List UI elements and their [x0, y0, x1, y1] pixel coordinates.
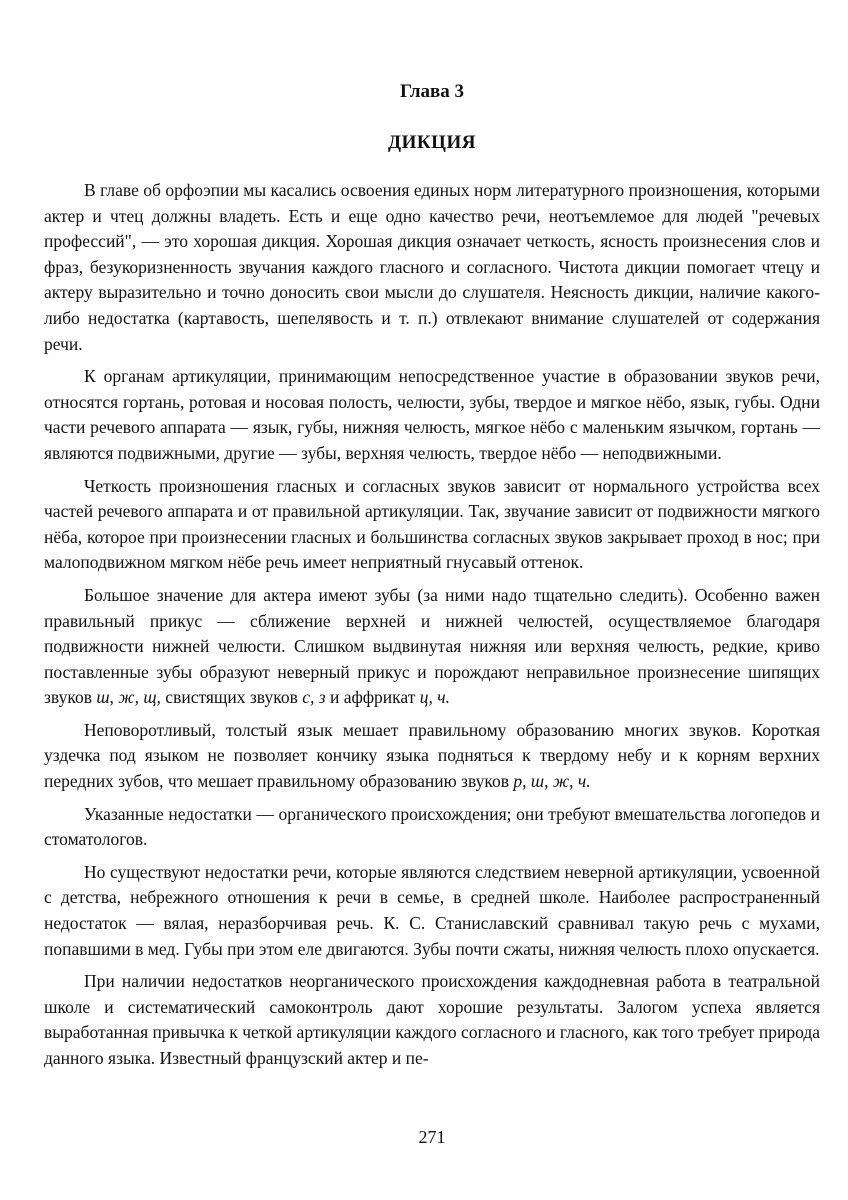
chapter-title: ДИКЦИЯ [388, 132, 476, 153]
paragraph-3: Четкость произношения гласных и согласных звуков зависит от нормального устройства всех частей речевого аппарата и от правильной артикуляции. Так, звучание зависит от подвижности мягкого нёба, которое при произнесении гласных и большинства согласных звуков закрывает проход в нос; при малоподвижном мягком нёбе речь имеет неприятный гнусавый оттенок. [44, 475, 820, 573]
paragraph-5-sounds: р, ш, ж, ч. [513, 771, 591, 792]
paragraph-6: Указанные недостатки — органического происхождения; они требуют вмешательства логопедов и стоматологов. [44, 803, 820, 850]
chapter-label: Глава 3 [399, 81, 465, 102]
paragraph-4-text-c: и аффрикат [325, 687, 420, 708]
paragraph-2: К органам артикуляции, принимающим непосредственное участие в образовании звуков речи, относятся гортань, ротовая и носовая полость, челюсти, зубы, твердое и мягкое нёбо, язык, губы. Одни части речевого аппарата — язык, губы, нижняя челюсть, мягкое нёбо с маленьким язычком, гортань — являются подвижными, другие — зубы, верхняя челюсть, твердое нёбо — неподвижными. [44, 366, 820, 463]
page-number: 271 [418, 1127, 446, 1147]
paragraph-4-whistling-sounds: с, з [302, 687, 326, 708]
paragraph-4-affricates: ц, ч. [419, 687, 450, 708]
paragraph-4-text-a: Большое значение для актера имеют зубы (за ними надо тщательно следить). Особенно важен правильный прикус — сближение верхней и нижней челюстей, осуществляемое благодаря подвижности нижней челюсти. Слишком выдвинутая нижняя или верхняя челюсть, редкие, криво поставленные зубы образуют неверный прикус и порождают неправильное произнесение шипящих звуков [44, 584, 820, 708]
chapter-body [44, 178, 820, 1079]
paragraph-5 [44, 718, 820, 795]
paragraph-4-hushing-sounds: ш, ж, щ, [96, 687, 161, 708]
paragraph-4-text-b: свистящих звуков [160, 687, 303, 708]
book-page [44, 0, 820, 1200]
paragraph-5-text-a: Неповоротливый, толстый язык мешает правильному образованию многих звуков. Короткая уздечка под языком не позволяет кончику языка подняться к твердому небу и к корням верхних передних зубов, что мешает правильному образованию звуков [44, 719, 820, 792]
paragraph-4 [44, 583, 820, 711]
paragraph-8: При наличии недостатков неорганического происхождения каждодневная работа в театральной школе и систематический самоконтроль дают хорошие результаты. Залогом успеха является выработанная привычка к четкой артикуляции каждого согласного и гласного, как того требует природа данного языка. Известный французский актер и пе- [44, 971, 820, 1068]
paragraph-1: В главе об орфоэпии мы касались освоения единых норм литературного произношения, которыми актер и чтец должны владеть. Есть и еще одно качество речи, неотъемлемое для людей "речевых профессий", — это хорошая дикция. Хорошая дикция означает четкость, ясность произнесения слов и фраз, безукоризненность звучания каждого гласного и согласного. Чистота дикции помогает чтецу и актеру выразительно и точно доносить свои мысли до слушателя. Неясность дикции, наличие какого-либо недостатка (картавость, шепелявость и т. п.) отвлекают внимание слушателей от содержания речи. [44, 180, 820, 354]
paragraph-7: Но существуют недостатки речи, которые являются следствием неверной артикуляции, усвоенной с детства, небрежного отношения к речи в семье, в средней школе. Наиболее распространенный недостаток — вялая, неразборчивая речь. К. С. Станиславский сравнивал такую речь с мухами, попавшими в мед. Губы при этом еле двигаются. Зубы почти сжаты, нижняя челюсть плохо опускается. [44, 861, 820, 959]
